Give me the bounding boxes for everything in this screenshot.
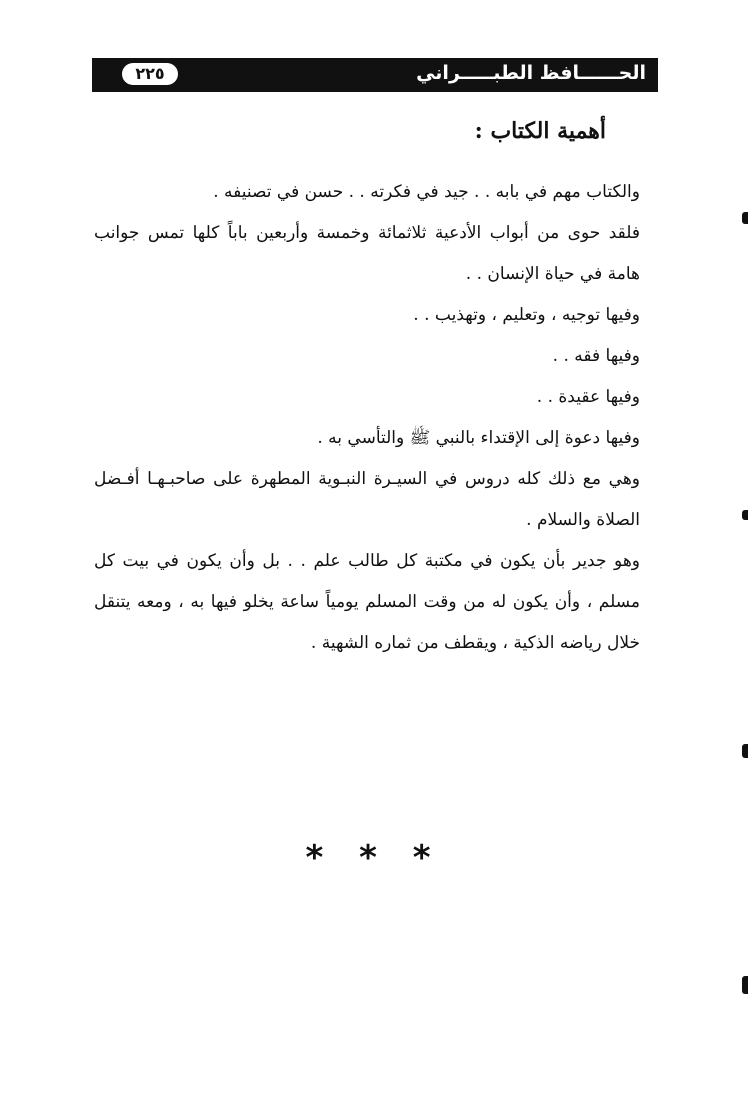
scan-edge-mark [742,212,748,224]
section-end-ornament: * * * [305,838,443,878]
paragraph: وفيها عقيدة . . [536,387,640,407]
paragraph: وفيها فقه . . [552,346,640,366]
page-number: ٢٢٥ [122,63,178,85]
paragraph: وفيها دعوة إلى الإقتداء بالنبي ﷺ والتأسي به . [317,428,640,448]
scan-edge-mark [742,744,748,758]
paragraph: وفيها توجيه ، وتعليم ، وتهذيب . . [413,305,640,325]
scan-edge-mark [742,510,748,520]
scan-edge-mark [742,976,748,994]
running-header [92,58,658,92]
section-heading: أهمية الكتاب : [474,118,606,144]
paragraph: وهي مع ذلك كله دروس في السيـرة النبـوية المطهرة على صاحبـهـا أفـضل الصلاة والسلام . [94,469,640,530]
paragraph: وهو جدير بأن يكون في مكتبة كل طالب علم . . بل وأن يكون في بيت كل مسلم ، وأن يكون له من وقت المسلم يومياً ساعة يخلو فيها به ، ومعه يتنقل خلال رياضه الذكية ، ويقطف من ثماره الشهية . [94,551,640,653]
paragraph: فلقد حوى من أبواب الأدعية ثلاثمائة وخمسة وأربعين باباً كلها تمس جوانب هامة في حياة الإنسان . . [94,223,640,284]
paragraph: والكتاب مهم في بابه . . جيد في فكرته . . حسن في تصنيفه . [213,182,640,202]
body-text [94,172,662,664]
running-header-title: الحــــــافظ الطبـــــراني [416,62,646,84]
